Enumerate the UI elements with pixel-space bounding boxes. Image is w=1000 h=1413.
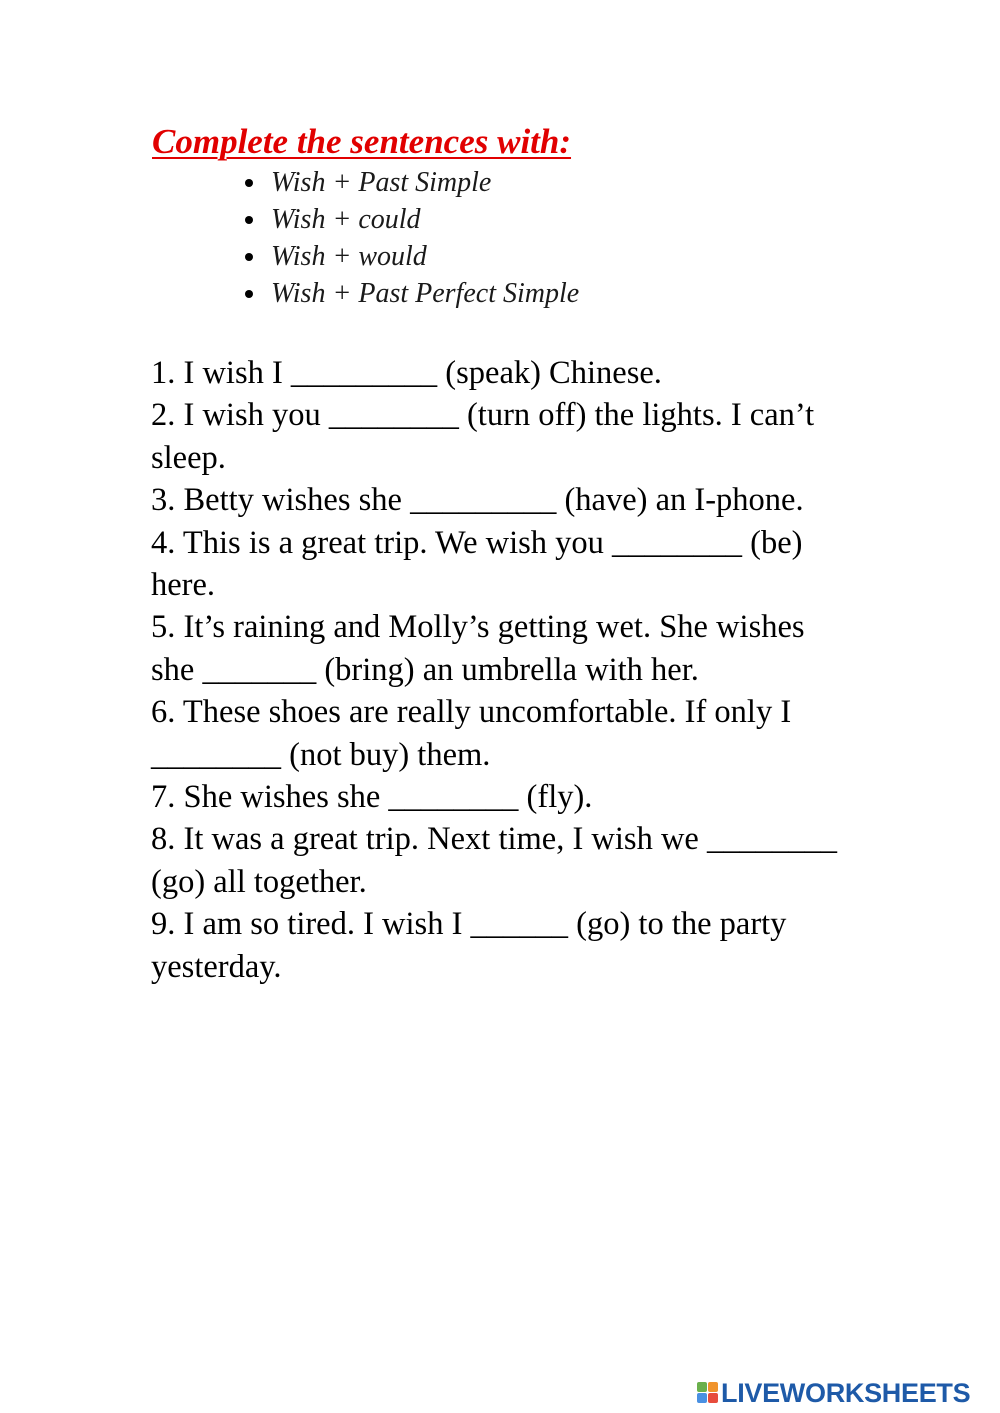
grammar-option [243,238,579,275]
grammar-option-text: Wish + could [271,204,421,235]
question-item: 6. These shoes are really uncomfortable. If only I ________ (not buy) them. [151,694,792,773]
bullet-icon [245,216,253,224]
grammar-option-text: Wish + Past Simple [271,167,492,198]
liveworksheets-logo-icon [697,1382,719,1404]
grammar-option [243,201,579,238]
question-item: 5. It’s raining and Molly’s getting wet. She wishes she _______ (bring) an umbrella with her. [151,609,805,688]
question-item: 4. This is a great trip. We wish you ________ (be) here. [151,524,803,604]
question-item: 1. I wish I _________ (speak) Chinese. [151,355,662,391]
grammar-option-text: Wish + Past Perfect Simple [271,278,580,309]
questions-list [151,352,851,988]
question-item: 8. It was a great trip. Next time, I wish we ________ (go) all together. [151,821,837,900]
grammar-option [243,275,579,312]
question-item: 2. I wish you ________ (turn off) the lights. I can’t sleep. [151,397,815,476]
grammar-option-text: Wish + would [271,241,427,272]
bullet-icon [245,290,253,298]
liveworksheets-brand [697,1378,970,1408]
worksheet-title: Complete the sentences with: [152,122,572,161]
brand-text: LIVEWORKSHEETS [721,1377,971,1408]
bullet-icon [245,253,253,261]
question-item: 7. She wishes she ________ (fly). [151,779,593,816]
question-item: 9. I am so tired. I wish I ______ (go) to the party yesterday. [151,906,787,985]
question-item: 3. Betty wishes she _________ (have) an I-phone. [151,482,804,519]
grammar-option [243,164,579,201]
grammar-options-list [243,164,579,312]
bullet-icon [245,179,253,187]
